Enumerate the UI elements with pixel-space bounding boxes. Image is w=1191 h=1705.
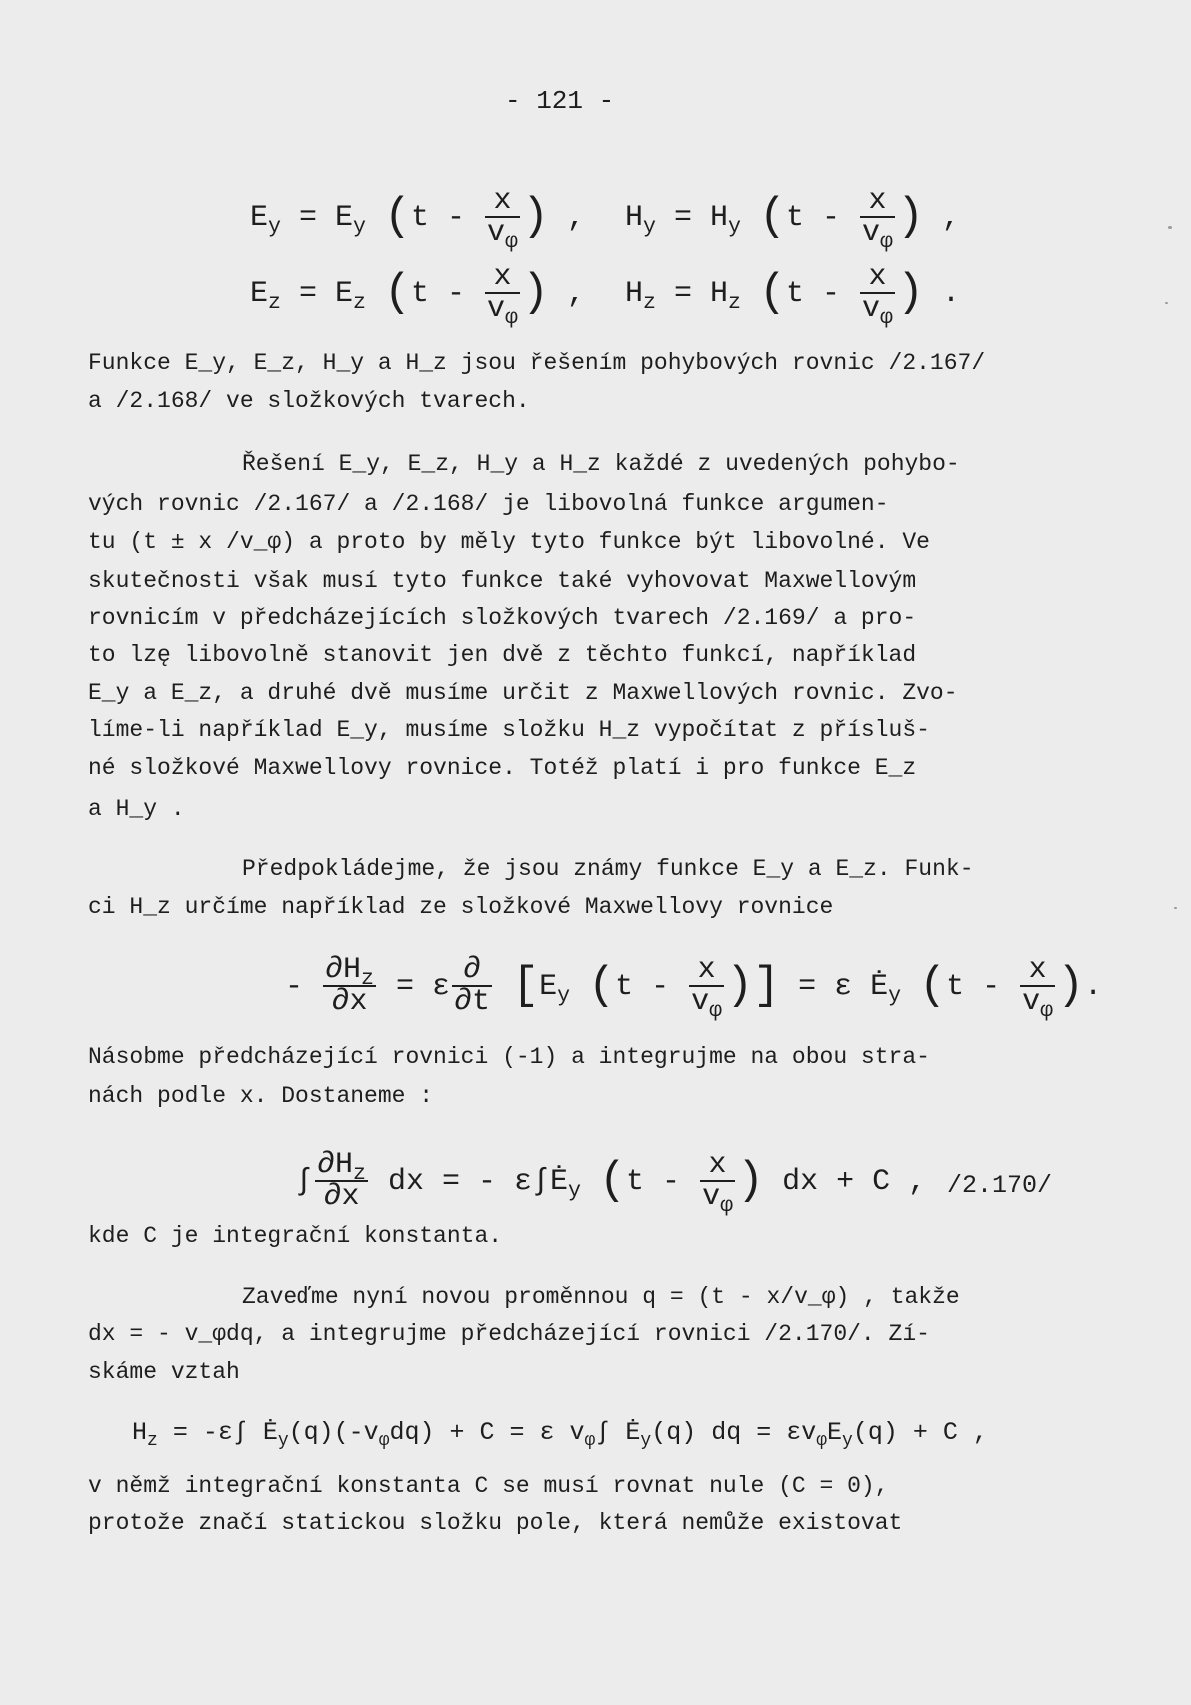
text-line: nách podle x. Dostaneme : [88,1083,434,1109]
scan-speck [1165,302,1168,304]
text-line: skutečnosti však musí tyto funkce také vyhovovat Maxwellovým [88,568,917,594]
text-line: E_y a E_z, a druhé dvě musíme určit z Maxwellových rovnic. Zvo- [88,680,958,706]
text-line: Násobme předcházející rovnici (-1) a integrujme na obou stra- [88,1044,930,1070]
equation-maxwell: - $\frac{\partial H_z}{\partial x}$ = ε $\frac{\partial}{\partial t}$ [$E_y$ (t - $\frac{x}{v_\varphi}$ )] = ε $Ė_y$ (t - $\frac{x}{v_\varphi}$ ). [285,953,1103,1023]
equation-number: /2.170/ [947,1171,1053,1200]
scan-speck [1168,226,1172,229]
text-line: dx = - v_φdq, a integrujme předcházející rovnici /2.170/. Zí- [88,1321,930,1347]
text-line: tu (t ± x /v_φ) a proto by měly tyto funkce být libovolné. Ve [88,529,930,555]
equation-hz-result: $H_z = -\varepsilon\int$ $Ė_y(q)(-v_\varphi dq) + C = \varepsilon$ $v_\varphi\int$ $Ė_y(q)$ dq = $\varepsilon v_\varphi E_y(q) + C$ , [132,1418,988,1451]
text-line: protože značí statickou složku pole, která nemůže existovat [88,1510,903,1536]
scan-speck [1174,907,1177,909]
text-line: to lzę libovolně stanovit jen dvě z těchto funkcí, například [88,642,917,668]
text-line: ci H_z určíme například ze složkové Maxwellovy rovnice [88,894,834,920]
text-line: líme-li například E_y, musíme složku H_z vypočítat z přísluš- [88,717,930,743]
text-line: v němž integrační konstanta C se musí rovnat nule (C = 0), [88,1473,889,1499]
equation-ez: $E_z = E_z$ (t - $\frac{x}{v_\varphi}$ ) , [250,260,586,330]
equation-integral: ∫ $\frac{\partial H_z}{\partial x}$ dx = - $\varepsilon\int Ė_y$ (t - $\frac{x}{v_\varphi}$ ) dx + C , [295,1148,927,1218]
equation-ey: $E_y = E_y$ (t - $\frac{x}{v_\varphi}$ ) , [250,184,586,254]
text-line: Řešení E_y, E_z, H_y a H_z každé z uvedených pohybo- [242,451,960,477]
equation-hz: $H_z = H_z$ (t - $\frac{x}{v_\varphi}$ ) . [625,260,961,330]
text-line: Funkce E_y, E_z, H_y a H_z jsou řešením pohybových rovnic /2.167/ [88,350,986,376]
text-line: vých rovnic /2.167/ a /2.168/ je libovolná funkce argumen- [88,491,889,517]
text-line: né složkové Maxwellovy rovnice. Totéž platí i pro funkce E_z [88,755,917,781]
text-line: a /2.168/ ve složkových tvarech. [88,388,530,414]
text-line: rovnicím v předcházejících složkových tvarech /2.169/ a pro- [88,605,917,631]
text-line: Zaveďme nyní novou proměnnou q = (t - x/v_φ) , takže [242,1284,960,1310]
text-line: skáme vztah [88,1359,240,1385]
text-line: kde C je integrační konstanta. [88,1223,503,1249]
text-line: a H_y . [88,796,185,822]
text-line: Předpokládejme, že jsou známy funkce E_y a E_z. Funk- [242,856,974,882]
page-number: - 121 - [505,86,615,116]
equation-hy: $H_y = H_y$ (t - $\frac{x}{v_\varphi}$ ) , [625,184,961,254]
